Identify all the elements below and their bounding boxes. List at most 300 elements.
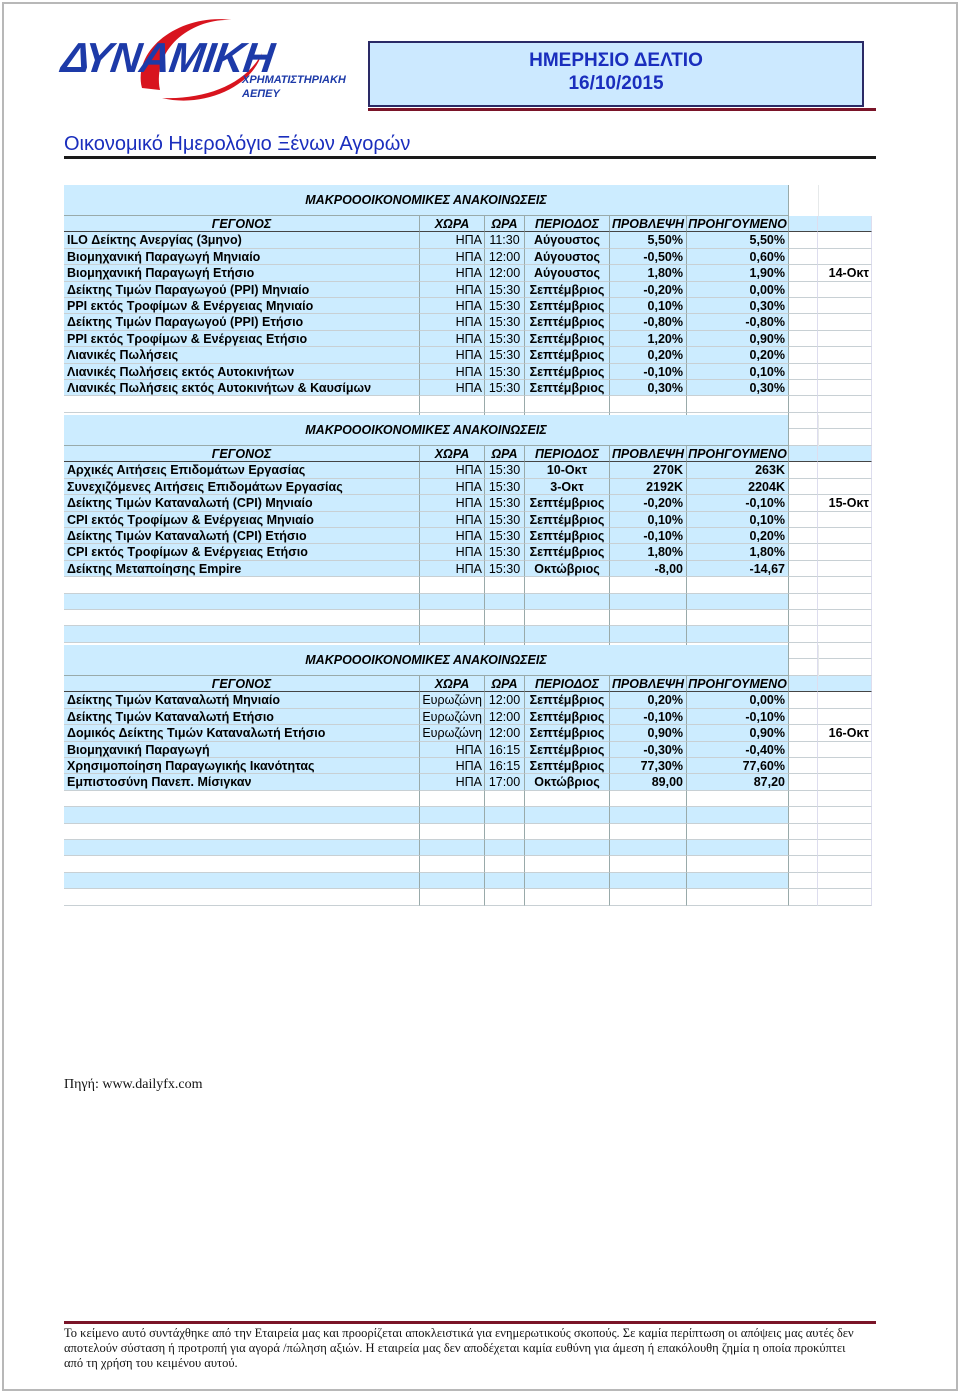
cell-country [420, 577, 485, 593]
spacer-cell [789, 249, 818, 265]
cell-period [525, 396, 610, 412]
cell-country [420, 396, 485, 412]
spacer-cell [818, 709, 872, 725]
cell-forecast [610, 873, 687, 889]
cell-time [485, 873, 525, 889]
spacer-cell [818, 413, 872, 429]
cell-forecast [610, 824, 687, 840]
spacer-cell [818, 873, 872, 889]
cell-event [64, 577, 420, 593]
calendar-row [64, 774, 872, 790]
cell-period: Αύγουστος [525, 232, 610, 248]
spacer-cell [789, 758, 818, 774]
calendar-row [64, 544, 872, 560]
cell-forecast: 0,20% [610, 692, 687, 708]
cell-country: ΗΠΑ [420, 544, 485, 560]
spacer-cell [789, 774, 818, 790]
spacer-cell [789, 856, 818, 872]
cell-period: Σεπτέμβριος [525, 347, 610, 363]
grid-line [818, 415, 819, 446]
cell-time [485, 594, 525, 610]
cell-previous: 87,20 [687, 774, 789, 790]
cell-event: Συνεχιζόμενες Αιτήσεις Επιδομάτων Εργασίας [64, 479, 420, 495]
cell-country [420, 873, 485, 889]
spacer-cell [818, 282, 872, 298]
cell-time [485, 610, 525, 626]
cell-previous [687, 610, 789, 626]
column-header-forecast: ΠΡΟΒΛΕΨΗ [610, 216, 687, 232]
cell-country [420, 807, 485, 823]
cell-previous: -0,40% [687, 742, 789, 758]
cell-forecast [610, 577, 687, 593]
spacer-cell [818, 692, 872, 708]
spacer-cell [789, 216, 818, 232]
calendar-row [64, 742, 872, 758]
column-header-period: ΠΕΡΙΟΔΟΣ [525, 446, 610, 462]
spacer-cell [789, 577, 818, 593]
calendar-row [64, 495, 872, 511]
cell-country [420, 791, 485, 807]
cell-forecast [610, 791, 687, 807]
column-header-event: ΓΕΓΟΝΟΣ [64, 446, 420, 462]
cell-forecast: 0,20% [610, 347, 687, 363]
cell-forecast [610, 807, 687, 823]
cell-time: 12:00 [485, 692, 525, 708]
cell-previous: 5,50% [687, 232, 789, 248]
cell-previous: 263K [687, 462, 789, 478]
spacer-cell [789, 725, 818, 741]
cell-time: 15:30 [485, 561, 525, 577]
spacer-cell [789, 807, 818, 823]
page-title: Οικονομικό Ημερολόγιο Ξένων Αγορών [64, 133, 411, 155]
cell-forecast: 0,10% [610, 512, 687, 528]
logo-wordmark: ΔΥΝΑΜΙΚΗ [58, 34, 277, 81]
cell-period: Σεπτέμβριος [525, 528, 610, 544]
block-date: 16-Οκτ [818, 725, 872, 741]
cell-event: Δείκτης Τιμών Καταναλωτή (CPI) Μηνιαίο [64, 495, 420, 511]
cell-forecast: 1,80% [610, 544, 687, 560]
section-title: ΜΑΚΡΟΟΟΙΚΟΝΟΜΙΚΕΣ ΑΝΑΚΟΙΝΩΣΕΙΣ [64, 185, 789, 216]
cell-time [485, 856, 525, 872]
cell-period: Σεπτέμβριος [525, 331, 610, 347]
cell-period: Σεπτέμβριος [525, 364, 610, 380]
spacer-cell [818, 216, 872, 232]
spacer-cell [818, 429, 872, 445]
cell-time [485, 824, 525, 840]
calendar-row [64, 232, 872, 248]
cell-event: Εμπιστοσύνη Πανεπ. Μίσιγκαν [64, 774, 420, 790]
cell-time: 16:15 [485, 758, 525, 774]
block-date: 14-Οκτ [818, 265, 872, 281]
spacer-cell [789, 824, 818, 840]
cell-period [525, 807, 610, 823]
cell-previous [687, 856, 789, 872]
cell-forecast: 0,30% [610, 380, 687, 396]
cell-forecast: -0,10% [610, 364, 687, 380]
cell-previous: 0,90% [687, 331, 789, 347]
cell-period: 3-Οκτ [525, 479, 610, 495]
cell-period: Σεπτέμβριος [525, 742, 610, 758]
footer-divider [64, 1321, 876, 1324]
cell-previous: 0,00% [687, 282, 789, 298]
cell-period: Σεπτέμβριος [525, 692, 610, 708]
cell-forecast: 77,30% [610, 758, 687, 774]
cell-event: Βιομηχανική Παραγωγή Ετήσιο [64, 265, 420, 281]
column-header-row [64, 676, 872, 692]
column-header-row [64, 216, 872, 232]
cell-event: Δομικός Δείκτης Τιμών Καταναλωτή Ετήσιο [64, 725, 420, 741]
cell-previous [687, 577, 789, 593]
cell-country: ΗΠΑ [420, 495, 485, 511]
logo-subtitle-2: ΑΕΠΕΥ [242, 88, 280, 100]
cell-country [420, 856, 485, 872]
cell-event [64, 807, 420, 823]
calendar-row [64, 249, 872, 265]
cell-time: 12:00 [485, 265, 525, 281]
column-header-country: ΧΩΡΑ [420, 216, 485, 232]
cell-time: 12:00 [485, 249, 525, 265]
cell-period: Σεπτέμβριος [525, 512, 610, 528]
spacer-cell [789, 626, 818, 642]
cell-country: ΗΠΑ [420, 364, 485, 380]
cell-period: 10-Οκτ [525, 462, 610, 478]
cell-time: 15:30 [485, 380, 525, 396]
cell-period: Σεπτέμβριος [525, 758, 610, 774]
cell-event [64, 594, 420, 610]
cell-forecast [610, 610, 687, 626]
empty-row [64, 396, 872, 412]
spacer-cell [818, 528, 872, 544]
cell-period [525, 594, 610, 610]
spacer-cell [818, 479, 872, 495]
spacer-cell [818, 314, 872, 330]
cell-time: 12:00 [485, 709, 525, 725]
cell-country: ΗΠΑ [420, 758, 485, 774]
calendar-row [64, 725, 872, 741]
column-header-previous: ΠΡΟΗΓΟΥΜΕΝΟ [687, 216, 789, 232]
cell-forecast: -0,10% [610, 528, 687, 544]
cell-event: Βιομηχανική Παραγωγή Μηνιαίο [64, 249, 420, 265]
spacer-cell [789, 314, 818, 330]
cell-period [525, 889, 610, 905]
calendar-row [64, 709, 872, 725]
header-divider [368, 108, 876, 111]
cell-previous: 0,00% [687, 692, 789, 708]
cell-country: ΗΠΑ [420, 742, 485, 758]
cell-period: Αύγουστος [525, 265, 610, 281]
column-header-period: ΠΕΡΙΟΔΟΣ [525, 216, 610, 232]
cell-time: 15:30 [485, 544, 525, 560]
spacer-cell [818, 676, 872, 692]
cell-time: 15:30 [485, 282, 525, 298]
cell-period: Σεπτέμβριος [525, 282, 610, 298]
disclaimer: Το κείμενο αυτό συντάχθηκε από την Εταιρεία μας και προορίζεται αποκλειστικά για ενημερωτικούς σκοπούς. Σε καμία περίπτωση οι απόψεις μας αυτές δεν αποτελούν σύσταση ή προτροπή για αγορά /πώληση αξιών. Η εταιρεία μας δεν αποδέχεται καμία ευθύνη για άμεση ή επακόλουθη ζημία η οποία προκύπτει από τη χρήση του κειμένου αυτού. [64, 1326, 854, 1370]
cell-country: ΗΠΑ [420, 298, 485, 314]
spacer-cell [789, 396, 818, 412]
cell-country: ΗΠΑ [420, 232, 485, 248]
calendar-row [64, 561, 872, 577]
cell-country: ΗΠΑ [420, 462, 485, 478]
spacer-cell [789, 298, 818, 314]
empty-row [64, 824, 872, 840]
cell-period: Οκτώβριος [525, 561, 610, 577]
column-header-row [64, 446, 872, 462]
cell-event: Δείκτης Τιμών Καταναλωτή (CPI) Ετήσιο [64, 528, 420, 544]
spacer-cell [789, 709, 818, 725]
spacer-cell [789, 512, 818, 528]
spacer-cell [818, 232, 872, 248]
cell-event [64, 610, 420, 626]
spacer-cell [789, 873, 818, 889]
cell-time [485, 840, 525, 856]
calendar-row [64, 758, 872, 774]
spacer-cell [818, 249, 872, 265]
cell-previous: -0,10% [687, 495, 789, 511]
spacer-cell [818, 840, 872, 856]
cell-event: Λιανικές Πωλήσεις εκτός Αυτοκινήτων & Καυσίμων [64, 380, 420, 396]
cell-forecast [610, 889, 687, 905]
spacer-cell [818, 462, 872, 478]
cell-country: ΗΠΑ [420, 249, 485, 265]
spacer-cell [789, 561, 818, 577]
calendar-row [64, 364, 872, 380]
cell-previous: 0,10% [687, 364, 789, 380]
spacer-cell [789, 692, 818, 708]
column-header-event: ΓΕΓΟΝΟΣ [64, 216, 420, 232]
calendar-row [64, 314, 872, 330]
spacer-cell [818, 643, 872, 659]
cell-event [64, 396, 420, 412]
cell-time: 15:30 [485, 364, 525, 380]
cell-time [485, 807, 525, 823]
cell-period: Αύγουστος [525, 249, 610, 265]
spacer-cell [818, 364, 872, 380]
cell-time [485, 889, 525, 905]
cell-event: Δείκτης Τιμών Παραγωγού (PPI) Ετήσιο [64, 314, 420, 330]
cell-country: Ευρωζώνη [420, 725, 485, 741]
cell-forecast: 89,00 [610, 774, 687, 790]
cell-time: 16:15 [485, 742, 525, 758]
cell-event [64, 873, 420, 889]
grid-line [818, 645, 819, 676]
cell-previous: 0,30% [687, 380, 789, 396]
cell-forecast: -8,00 [610, 561, 687, 577]
cell-event [64, 824, 420, 840]
spacer-cell [818, 380, 872, 396]
cell-country: ΗΠΑ [420, 314, 485, 330]
spacer-cell [789, 479, 818, 495]
cell-event [64, 791, 420, 807]
spacer-cell [818, 561, 872, 577]
cell-period [525, 626, 610, 642]
cell-time [485, 791, 525, 807]
cell-country: ΗΠΑ [420, 512, 485, 528]
cell-event: Δείκτης Τιμών Καταναλωτή Μηνιαίο [64, 692, 420, 708]
cell-forecast [610, 594, 687, 610]
cell-country [420, 610, 485, 626]
column-header-forecast: ΠΡΟΒΛΕΨΗ [610, 446, 687, 462]
spacer-cell [818, 791, 872, 807]
cell-time: 15:30 [485, 512, 525, 528]
cell-previous [687, 626, 789, 642]
cell-period: Σεπτέμβριος [525, 380, 610, 396]
spacer-cell [818, 742, 872, 758]
cell-previous [687, 791, 789, 807]
empty-row [64, 873, 872, 889]
cell-time: 17:00 [485, 774, 525, 790]
cell-period: Σεπτέμβριος [525, 314, 610, 330]
spacer-cell [789, 232, 818, 248]
spacer-cell [789, 462, 818, 478]
cell-forecast: 2192K [610, 479, 687, 495]
cell-period [525, 824, 610, 840]
cell-time: 11:30 [485, 232, 525, 248]
column-header-previous: ΠΡΟΗΓΟΥΜΕΝΟ [687, 676, 789, 692]
cell-forecast: -0,20% [610, 282, 687, 298]
column-header-country: ΧΩΡΑ [420, 676, 485, 692]
cell-event [64, 626, 420, 642]
spacer-cell [789, 676, 818, 692]
spacer-cell [818, 774, 872, 790]
cell-time: 15:30 [485, 479, 525, 495]
cell-event: Βιομηχανική Παραγωγή [64, 742, 420, 758]
cell-country: ΗΠΑ [420, 774, 485, 790]
spacer-cell [818, 446, 872, 462]
column-header-time: ΩΡΑ [485, 216, 525, 232]
cell-event: CPI εκτός Τροφίμων & Ενέργειας Μηνιαίο [64, 512, 420, 528]
cell-event [64, 840, 420, 856]
calendar-row [64, 380, 872, 396]
cell-country: ΗΠΑ [420, 347, 485, 363]
cell-previous [687, 594, 789, 610]
empty-row [64, 610, 872, 626]
cell-country [420, 594, 485, 610]
cell-forecast: 5,50% [610, 232, 687, 248]
cell-period: Σεπτέμβριος [525, 298, 610, 314]
empty-row [64, 577, 872, 593]
spacer-cell [789, 347, 818, 363]
empty-row [64, 807, 872, 823]
report-title: ΗΜΕΡΗΣΙΟ ΔΕΛΤΙΟ [529, 50, 703, 71]
spacer-cell [789, 610, 818, 626]
cell-event: Δείκτης Μεταποίησης Empire [64, 561, 420, 577]
empty-row [64, 626, 872, 642]
cell-period: Σεπτέμβριος [525, 544, 610, 560]
cell-period [525, 791, 610, 807]
source-note: Πηγή: www.dailyfx.com [64, 1077, 203, 1092]
empty-row [64, 889, 872, 905]
calendar-row [64, 692, 872, 708]
cell-previous: 1,80% [687, 544, 789, 560]
empty-row [64, 791, 872, 807]
spacer-cell [818, 807, 872, 823]
cell-previous: -0,10% [687, 709, 789, 725]
cell-forecast: 0,90% [610, 725, 687, 741]
cell-event: ILO Δείκτης Ανεργίας (3μηνο) [64, 232, 420, 248]
spacer-cell [818, 758, 872, 774]
cell-event: Αρχικές Αιτήσεις Επιδομάτων Εργασίας [64, 462, 420, 478]
cell-period [525, 873, 610, 889]
calendar-row [64, 462, 872, 478]
cell-event: Δείκτης Τιμών Παραγωγού (PPI) Μηνιαίο [64, 282, 420, 298]
cell-event [64, 856, 420, 872]
column-header-forecast: ΠΡΟΒΛΕΨΗ [610, 676, 687, 692]
cell-previous: -0,80% [687, 314, 789, 330]
cell-previous: 0,10% [687, 512, 789, 528]
cell-previous [687, 873, 789, 889]
spacer-cell [789, 889, 818, 905]
report-header-box [368, 41, 864, 107]
cell-forecast: -0,80% [610, 314, 687, 330]
cell-country: ΗΠΑ [420, 380, 485, 396]
spacer-cell [789, 528, 818, 544]
cell-previous: 0,60% [687, 249, 789, 265]
cell-time: 15:30 [485, 495, 525, 511]
cell-country [420, 840, 485, 856]
calendar-row [64, 298, 872, 314]
cell-country [420, 889, 485, 905]
spacer-cell [789, 742, 818, 758]
cell-forecast: -0,10% [610, 709, 687, 725]
calendar-row [64, 528, 872, 544]
section-title: ΜΑΚΡΟΟΟΙΚΟΝΟΜΙΚΕΣ ΑΝΑΚΟΙΝΩΣΕΙΣ [64, 415, 789, 446]
cell-country: ΗΠΑ [420, 282, 485, 298]
calendar-row [64, 347, 872, 363]
spacer-cell [818, 512, 872, 528]
cell-time: 15:30 [485, 314, 525, 330]
cell-previous: -14,67 [687, 561, 789, 577]
cell-country: Ευρωζώνη [420, 692, 485, 708]
column-header-previous: ΠΡΟΗΓΟΥΜΕΝΟ [687, 446, 789, 462]
cell-previous: 2204K [687, 479, 789, 495]
cell-previous: 77,60% [687, 758, 789, 774]
cell-country: ΗΠΑ [420, 265, 485, 281]
column-header-time: ΩΡΑ [485, 676, 525, 692]
cell-period [525, 840, 610, 856]
cell-event: CPI εκτός Τροφίμων & Ενέργειας Ετήσιο [64, 544, 420, 560]
cell-previous [687, 889, 789, 905]
cell-period [525, 577, 610, 593]
cell-time: 15:30 [485, 347, 525, 363]
cell-forecast [610, 626, 687, 642]
cell-forecast: 0,10% [610, 298, 687, 314]
calendar-row [64, 331, 872, 347]
spacer-cell [789, 791, 818, 807]
spacer-cell [818, 577, 872, 593]
spacer-cell [818, 659, 872, 675]
calendar-row [64, 479, 872, 495]
cell-period: Σεπτέμβριος [525, 495, 610, 511]
cell-time: 15:30 [485, 298, 525, 314]
spacer-cell [818, 347, 872, 363]
cell-event: PPI εκτός Τροφίμων & Ενέργειας Ετήσιο [64, 331, 420, 347]
cell-previous [687, 840, 789, 856]
title-underline [64, 156, 876, 159]
cell-country: ΗΠΑ [420, 528, 485, 544]
cell-period: Σεπτέμβριος [525, 725, 610, 741]
cell-forecast: -0,30% [610, 742, 687, 758]
cell-country [420, 824, 485, 840]
cell-previous: 0,20% [687, 347, 789, 363]
cell-time: 15:30 [485, 331, 525, 347]
cell-previous [687, 824, 789, 840]
cell-country: ΗΠΑ [420, 331, 485, 347]
cell-forecast [610, 840, 687, 856]
cell-time [485, 626, 525, 642]
grid-line [818, 185, 819, 216]
block-date: 15-Οκτ [818, 495, 872, 511]
cell-previous [687, 396, 789, 412]
